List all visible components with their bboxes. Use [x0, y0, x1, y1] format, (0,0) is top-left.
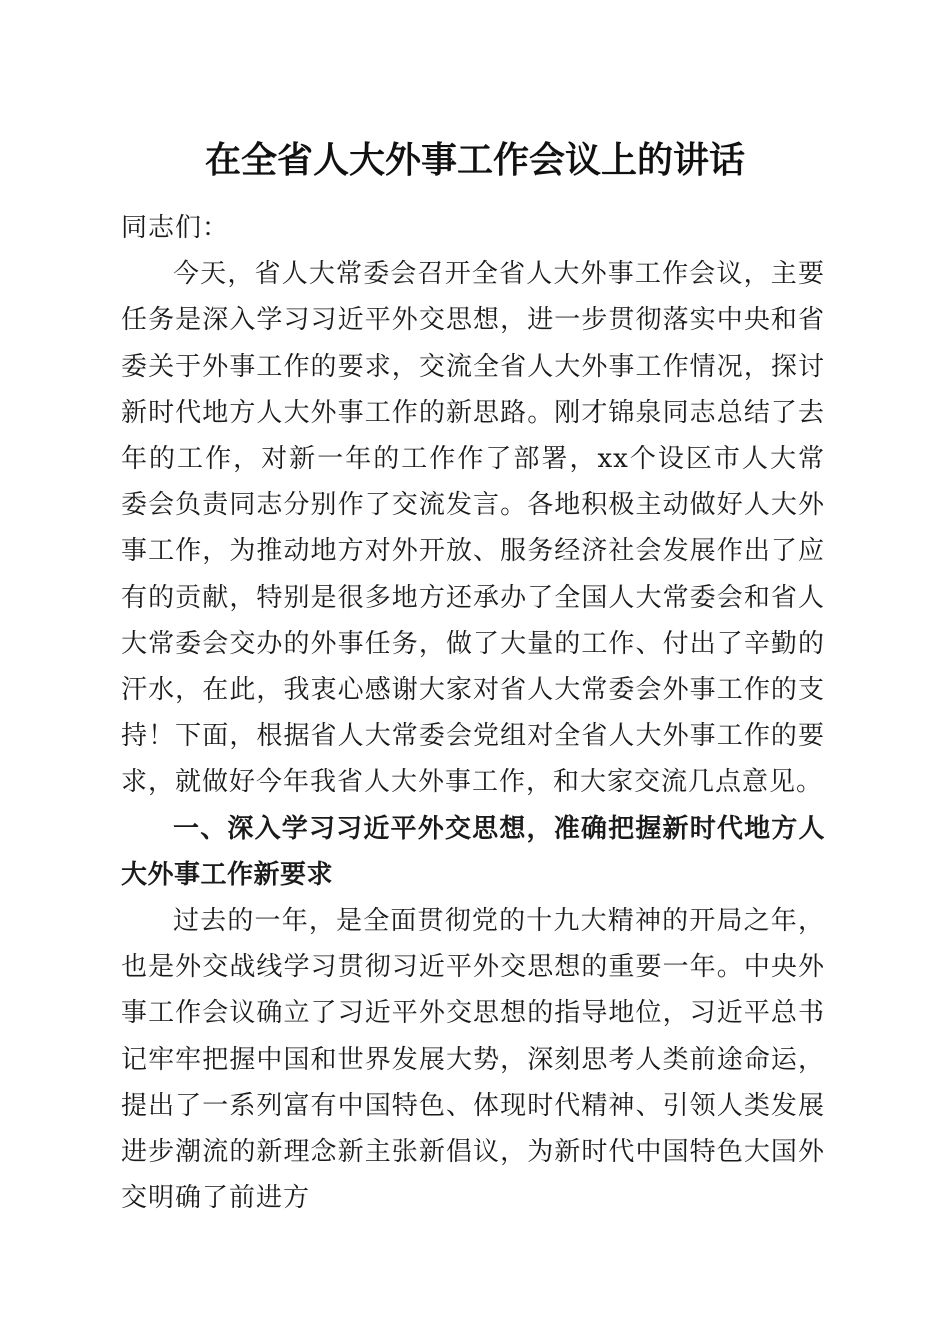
document-title: 在全省人大外事工作会议上的讲话 — [204, 139, 745, 181]
document-body — [121, 205, 825, 1221]
section-heading: 一、深入学习习近平外交思想，准确把握新时代地方人大外事工作新要求 — [121, 813, 825, 890]
salutation: 同志们： — [121, 213, 230, 243]
intro-paragraph: 今天，省人大常委会召开全省人大外事工作会议，主要任务是深入学习习近平外交思想，进一步贯彻落实中央和省委关于外事工作的要求，交流全省人大外事工作情况，探讨新时代地方人大外事工作的新思路。刚才锦泉同志总结了去年的工作，对新一年的工作作了部署，xx个设区市人大常委会负责同志分别作了交流发言。各地积极主动做好人大外事工作，为推动地方对外开放、服务经济社会发展作出了应有的贡献，特别是很多地方还承办了全国人大常委会和省人大常委会交办的外事任务，做了大量的工作、付出了辛勤的汗水，在此，我衷心感谢大家对省人大常委会外事工作的支持！下面，根据省人大常委会党组对全省人大外事工作的要求，就做好今年我省人大外事工作，和大家交流几点意见。 — [121, 259, 825, 798]
section-paragraph: 过去的一年，是全面贯彻党的十九大精神的开局之年，也是外交战线学习贯彻习近平外交思想的重要一年。中央外事工作会议确立了习近平外交思想的指导地位，习近平总书记牢牢把握中国和世界发展大势，深刻思考人类前途命运，提出了一系列富有中国特色、体现时代精神、引领人类发展进步潮流的新理念新主张新倡议，为新时代中国特色大国外交明确了前进方 — [121, 906, 825, 1214]
